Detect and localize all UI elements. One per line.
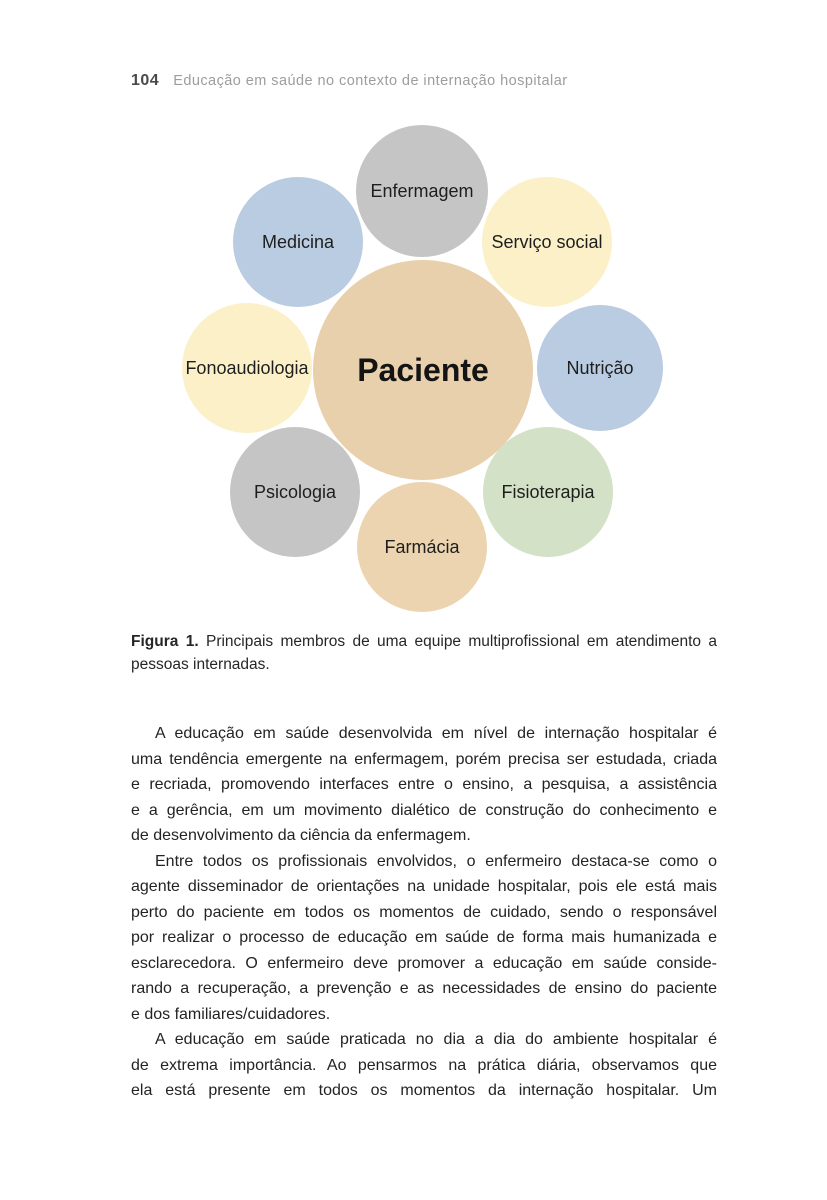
- circle-farmacia: [357, 482, 487, 612]
- text-line: A educação em saúde desenvolvida em nível de internação hospitalar é: [155, 725, 717, 742]
- text-line: de desenvolvimento da ciência da enfermagem.: [131, 827, 471, 844]
- text-line: perto do paciente em todos os momentos de cuidado, sendo o responsável: [131, 903, 717, 921]
- text-line: esclarecedora. O enfermeiro deve promover a educação em saúde conside-: [131, 954, 717, 972]
- circle-medicina: [233, 177, 363, 307]
- paragraph: [131, 1027, 717, 1104]
- text-line: por realizar o processo de educação em saúde de forma mais humanizada e: [131, 929, 717, 946]
- circle-psicologia: [230, 427, 360, 557]
- circle-medicina-label: Medicina: [261, 231, 335, 252]
- page-number: 104: [131, 72, 160, 89]
- paragraph: [131, 849, 717, 1028]
- text-line: uma tendência emergente na enfermagem, porém precisa ser estudada, criada: [131, 750, 717, 768]
- circle-enfermagem: [356, 125, 488, 257]
- circle-farmacia-label: Farmácia: [384, 536, 460, 557]
- circle-paciente-label: Paciente: [357, 351, 489, 388]
- figure-caption-label: Figura 1.: [131, 633, 199, 650]
- running-title: Educação em saúde no contexto de internação hospitalar: [173, 73, 568, 89]
- circle-fonoaudiologia: [182, 303, 312, 433]
- text-line: rando a recuperação, a prevenção e as necessidades de ensino do paciente: [131, 980, 717, 997]
- circle-enfermagem-label: Enfermagem: [370, 180, 474, 201]
- text-line: e recriada, promovendo interfaces entre o ensino, a pesquisa, a assistência: [131, 776, 717, 793]
- circle-psicologia-label: Psicologia: [253, 481, 337, 502]
- figure-caption-text: Principais membros de uma equipe multiprofissional em atendimento a pessoas internadas.: [131, 633, 717, 673]
- text-line: e dos familiares/cuidadores.: [131, 1005, 331, 1023]
- figure-caption: [131, 630, 717, 676]
- text-line: A educação em saúde praticada no dia a dia do ambiente hospitalar é: [155, 1031, 717, 1048]
- text-line: de extrema importância. Ao pensarmos na prática diária, observamos que: [131, 1056, 717, 1074]
- circle-nutricao-label: Nutrição: [566, 357, 634, 378]
- circle-fonoaudiologia-label: Fonoaudiologia: [185, 357, 309, 378]
- circle-servico-social: [482, 177, 612, 307]
- text-line: e a gerência, em um movimento dialético de construção do conhecimento e: [131, 801, 717, 819]
- circle-servico-social-label: Serviço social: [491, 231, 603, 252]
- circle-nutricao: [537, 305, 663, 431]
- text-line: Entre todos os profissionais envolvidos, o enfermeiro destaca-se como o: [155, 852, 717, 870]
- paragraph: [131, 721, 717, 849]
- body-text: [131, 721, 717, 1104]
- circle-fisioterapia: [483, 427, 613, 557]
- circle-fisioterapia-label: Fisioterapia: [501, 481, 595, 502]
- text-line: ela está presente em todos os momentos da internação hospitalar. Um: [131, 1082, 717, 1099]
- text-line: agente disseminador de orientações na unidade hospitalar, pois ele está mais: [131, 878, 717, 895]
